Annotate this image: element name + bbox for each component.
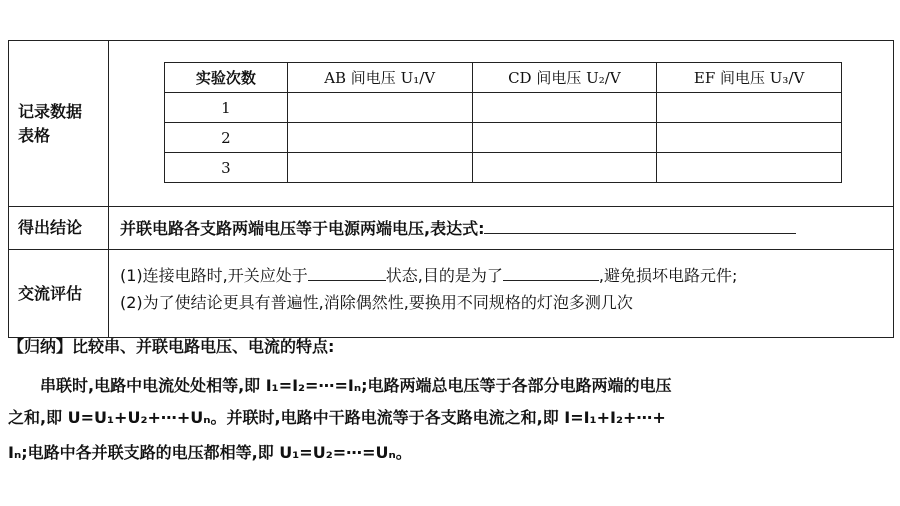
header-ef-voltage: EF 间电压 U₃/V [657, 63, 842, 93]
summary-heading: 【归纳】比较串、并联电路电压、电流的特点: [8, 337, 335, 356]
data-cell[interactable] [657, 153, 842, 183]
evaluation-line-2: (2)为了使结论更具有普遍性,消除偶然性,要换用不同规格的灯泡多测几次 [120, 293, 633, 312]
evaluation-line-1: (1)连接电路时,开关应处于 状态,目的是为了 ,避免损坏电路元件; [120, 262, 737, 289]
trial-number: 3 [165, 153, 288, 183]
trial-number: 1 [165, 93, 288, 123]
data-cell[interactable] [657, 123, 842, 153]
header-ab-voltage: AB 间电压 U₁/V [287, 63, 472, 93]
evaluation-label: 交流评估 [18, 284, 83, 303]
data-cell[interactable] [287, 153, 472, 183]
header-cd-voltage: CD 间电压 U₂/V [472, 63, 657, 93]
data-cell[interactable] [472, 123, 657, 153]
conclusion-text: 并联电路各支路两端电压等于电源两端电压,表达式: [120, 215, 796, 242]
header-trial: 实验次数 [165, 63, 288, 93]
left-border [8, 40, 9, 338]
summary-line-2: 之和,即 U=U₁+U₂+⋯+Uₙ。并联时,电路中干路电流等于各支路电流之和,即 I=I₁+I₂+⋯+ [8, 408, 666, 427]
table-row [165, 153, 842, 183]
record-label: 记录数据 表格 [18, 102, 83, 145]
expression-blank[interactable] [484, 215, 796, 234]
data-cell[interactable] [472, 153, 657, 183]
data-cell[interactable] [657, 93, 842, 123]
data-cell[interactable] [287, 123, 472, 153]
summary-line-1: 串联时,电路中电流处处相等,即 I₁=I₂=⋯=Iₙ;电路两端总电压等于各部分电路两端的电压 [40, 376, 672, 395]
trial-number: 2 [165, 123, 288, 153]
switch-state-blank[interactable] [308, 262, 386, 281]
top-border [8, 40, 894, 41]
data-cell[interactable] [472, 93, 657, 123]
conclusion-label: 得出结论 [18, 218, 83, 237]
row-divider-1 [8, 206, 894, 207]
row-divider-2 [8, 249, 894, 250]
table-row [165, 93, 842, 123]
table-header-row [165, 63, 842, 93]
table-row [165, 123, 842, 153]
column-divider [108, 40, 109, 338]
right-border [893, 40, 894, 338]
data-cell[interactable] [287, 93, 472, 123]
summary-line-3: Iₙ;电路中各并联支路的电压都相等,即 U₁=U₂=⋯=Uₙ。 [8, 443, 412, 462]
voltage-data-table [164, 62, 842, 183]
purpose-blank[interactable] [503, 262, 599, 281]
